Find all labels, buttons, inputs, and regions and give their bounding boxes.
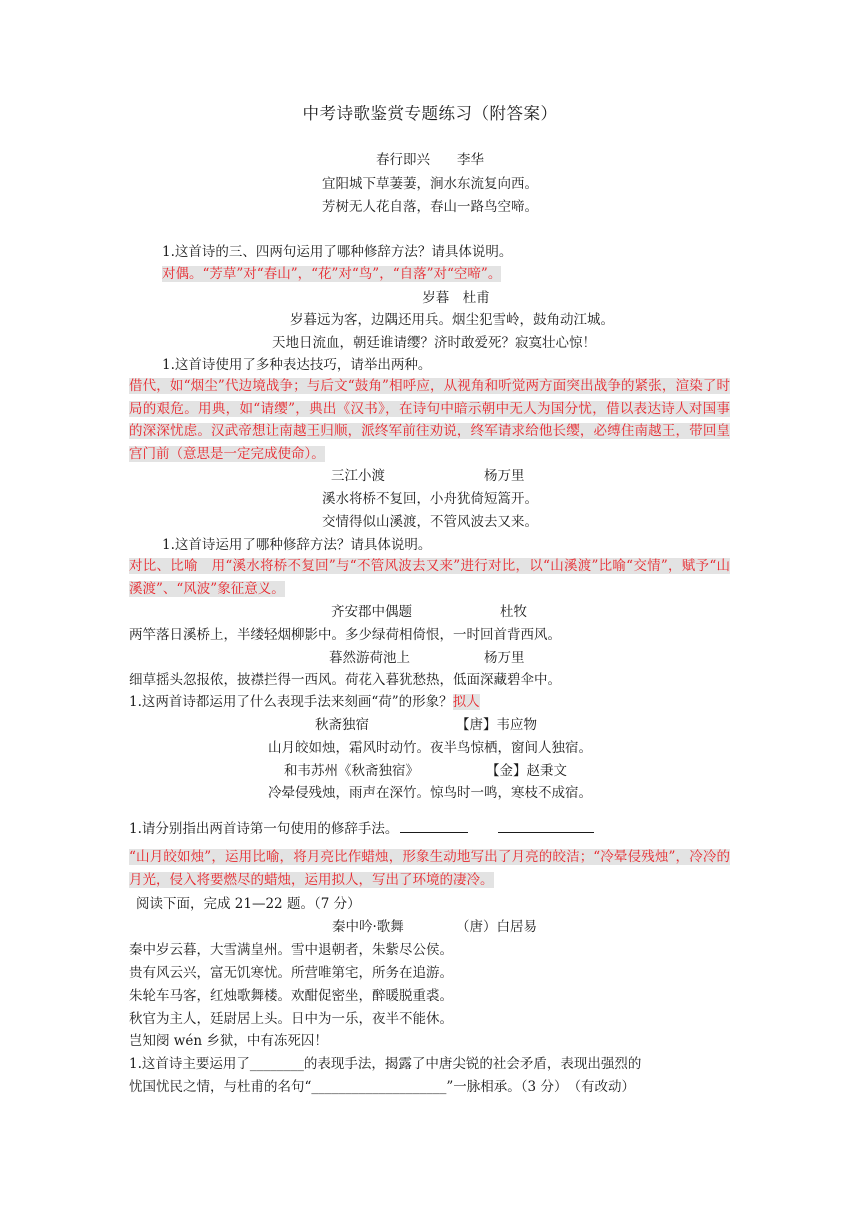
answer: 对偶。“芳草”对“春山”，“花”对“鸟”，“自落”对“空啼”。: [162, 266, 502, 282]
question: 1.这首诗使用了多种表达技巧，请举出两种。: [162, 357, 432, 373]
question: 1.这两首诗都运用了什么表现手法来刻画“荷”的形象？: [129, 694, 453, 710]
poem-title: 暮然游荷池上: [329, 650, 410, 666]
poem-title: 秋斋独宿: [315, 717, 369, 733]
poem-line: 天地日流血，朝廷谁请缨？济时敢爱死？寂寞壮心惊！: [272, 335, 596, 351]
answer: 对比、比喻 用“溪水将桥不复回”与“不管风波去又来”进行对比，以“山溪渡”比喻“交情”，赋予“山溪渡”、“风波”象征意义。: [129, 558, 730, 597]
poem-author: 杜牧: [500, 604, 527, 620]
answer-blank[interactable]: ____________________: [311, 1079, 447, 1095]
answer-blank[interactable]: [400, 818, 468, 833]
poem-line: 细草摇头忽报侬，披襟拦得一西风。荷花入暮犹愁热，低面深藏碧伞中。: [129, 672, 561, 688]
poem-line: 秋官为主人，廷尉居上头。日中为一乐，夜半不能休。: [129, 1011, 453, 1027]
question-text: ”一脉相承。（3 分） （有改动）: [446, 1079, 635, 1095]
question: 1.这首诗的三、四两句运用了哪种修辞方法？请具体说明。: [162, 244, 513, 260]
question-text: 1.这首诗主要运用了: [129, 1056, 250, 1072]
answer-blank[interactable]: ________: [249, 1056, 304, 1072]
question-text: 的表现手法，揭露了中唐尖锐的社会矛盾，表现出强烈的: [303, 1056, 642, 1072]
poem-author: 【唐】韦应物: [456, 717, 537, 733]
poem-title: 三江小渡: [331, 468, 385, 484]
poem-author: （唐）白居易: [456, 919, 537, 935]
question-text: 忧国忧民之情，与杜甫的名句“: [129, 1079, 312, 1095]
poem-line: 交情得似山溪渡，不管风波去又来。: [322, 514, 538, 530]
poem-line: 两竿落日溪桥上，半缕轻烟柳影中。多少绿荷相倚恨，一时回首背西风。: [129, 627, 561, 643]
poem-line: 岁暮远为客，边隅还用兵。烟尘犯雪岭，鼓角动江城。: [290, 312, 614, 328]
poem-line: 宜阳城下草萋萋，涧水东流复向西。: [322, 176, 538, 192]
answer: “山月皎如烛”，运用比喻，将月亮比作蜡烛，形象生动地写出了月亮的皎洁；“冷晕侵残烛”，冷冷的月光，侵入将要燃尽的蜡烛，运用拟人，写出了环境的凄冷。: [129, 849, 730, 888]
poem-line: 山月皎如烛，霜风时动竹。夜半鸟惊栖，窗间人独宿。: [268, 740, 592, 756]
answer-blank[interactable]: [498, 818, 594, 833]
question-continued: [129, 1077, 635, 1097]
poem-title: 秦中吟·歌舞: [332, 919, 404, 935]
poem-line: 溪水将桥不复回，小舟犹倚短篙开。: [322, 491, 538, 507]
answer: 拟人: [452, 694, 480, 710]
poem-author: 杨万里: [484, 468, 525, 484]
poem-author: 【金】赵秉文: [486, 763, 567, 779]
poem-author: 杨万里: [484, 650, 525, 666]
question: 1.这首诗运用了哪种修辞方法？请具体说明。: [162, 537, 432, 553]
question: 1.请分别指出两首诗第一句使用的修辞手法。: [129, 821, 399, 837]
poem-line: 岂知阌 wén 乡狱，中有冻死囚！: [129, 1033, 328, 1049]
poem-title: 齐安郡中偶题: [331, 604, 412, 620]
poem-heading: 岁暮 杜甫: [422, 290, 490, 306]
page-title: 中考诗歌鉴赏专题练习（附答案）: [302, 104, 558, 123]
poem-line: 贵有风云兴，富无饥寒忧。所营唯第宅，所务在追游。: [129, 965, 453, 981]
poem-line: 冷晕侵残烛，雨声在深竹。惊鸟时一鸣，寒枝不成宿。: [268, 785, 592, 801]
poem-line: 朱轮车马客，红烛歌舞楼。欢酣促密坐，醉暖脱重裘。: [129, 988, 453, 1004]
poem-title: 和韦苏州《秋斋独宿》: [284, 763, 419, 779]
poem-line: 芳树无人花自落，春山一路鸟空啼。: [322, 199, 538, 215]
section-intro: 阅读下面，完成 21—22 题。（7 分）: [136, 896, 361, 912]
poem-heading: 春行即兴 李华: [376, 152, 484, 168]
answer: 借代，如“烟尘”代边境战争；与后文“鼓角”相呼应，从视角和听觉两方面突出战争的紧张，渲染了时局的艰危。用典，如“请缨”，典出《汉书》，在诗句中暗示朝中无人为国分忧，借以表达诗人对国事的深深忧虑。汉武帝想让南越王归顺，派终军前往劝说，终军请求给他长缨，必缚住南越王，带回皇宫门前（意思是一定完成使命）。: [129, 378, 730, 462]
question: [129, 1054, 641, 1074]
poem-line: 秦中岁云暮，大雪满皇州。雪中退朝者，朱紫尽公侯。: [129, 942, 453, 958]
